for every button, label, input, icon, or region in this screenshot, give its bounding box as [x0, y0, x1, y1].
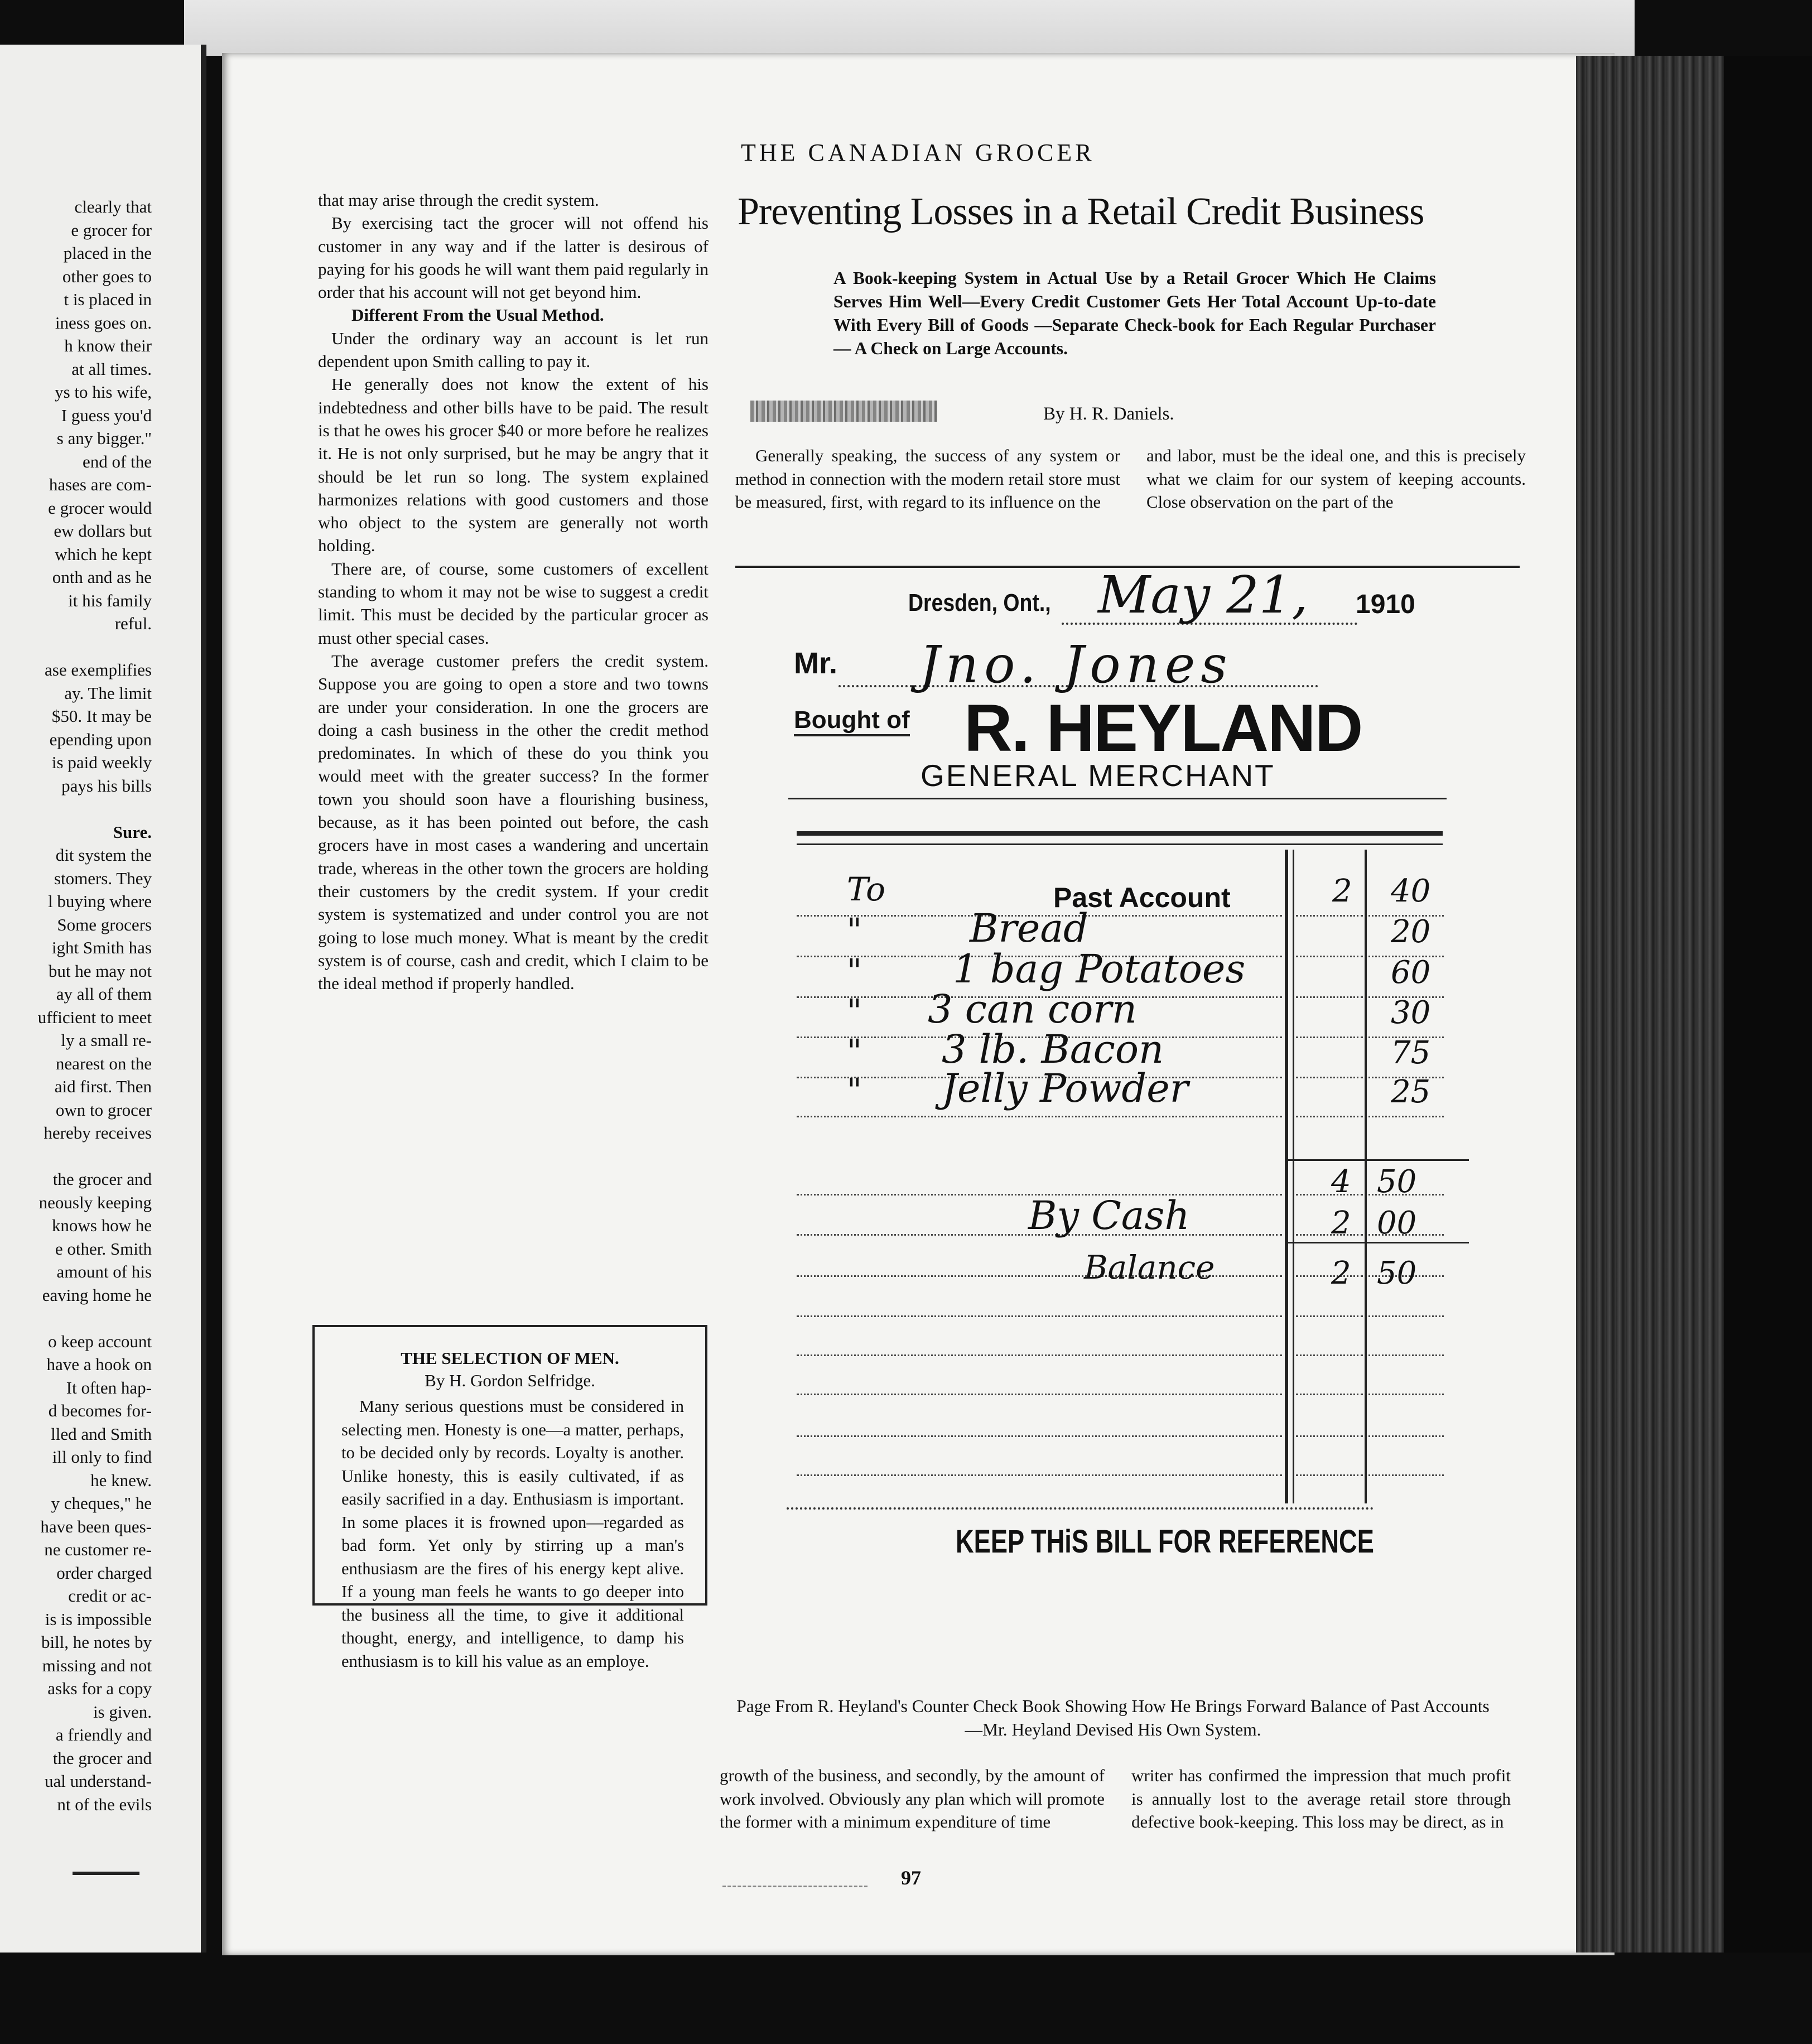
empty-line: [1368, 1388, 1444, 1395]
rule: [797, 831, 1443, 836]
article-byline: By H. R. Daniels.: [1043, 404, 1174, 424]
facing-page-line: hereby receives: [44, 1123, 152, 1142]
row-cents: 75: [1391, 1035, 1431, 1071]
empty-line: [1296, 1349, 1363, 1356]
bill-year: 1910: [1356, 590, 1415, 619]
facing-page-line: is paid weekly: [51, 753, 152, 772]
facing-page-line: nearest on the: [55, 1053, 152, 1073]
facing-page-text: [0, 195, 152, 1816]
facing-page-line: ill only to find: [52, 1447, 152, 1467]
facing-page-line: ay. The limit: [64, 683, 152, 703]
facing-page-line: ay all of them: [56, 984, 152, 1004]
bill-footer: KEEP THiS BILL FOR REFERENCE: [956, 1524, 1374, 1560]
customer-name: Jno. Jones: [919, 635, 1233, 695]
facing-page-rule: [73, 1872, 139, 1875]
facing-page-line: ly a small re-: [61, 1030, 152, 1050]
dollars-line: [1296, 909, 1363, 917]
facing-page-line: own to grocer: [55, 1100, 152, 1120]
total-dollars: 4: [1331, 1164, 1351, 1200]
facing-page-line: asks for a copy: [47, 1679, 152, 1698]
facing-page-line: amount of his: [56, 1262, 152, 1281]
empty-line: [1296, 1310, 1363, 1317]
bill-place: Dresden, Ont.,: [908, 589, 1051, 616]
facing-page-line: e grocer for: [71, 220, 152, 240]
balance-label: Balance: [1084, 1248, 1215, 1286]
facing-page-line: order charged: [56, 1563, 152, 1583]
facing-page-line: the grocer and: [52, 1748, 152, 1768]
paragraph: that may arise through the credit system.: [318, 190, 599, 210]
folio-rule: [722, 1886, 868, 1887]
facing-page-line: iness goes on.: [55, 312, 152, 332]
item-name: 3 lb. Bacon: [942, 1026, 1164, 1072]
facing-page-line: ight Smith has: [51, 938, 152, 957]
cents-line: [1368, 1110, 1444, 1117]
left-column: [318, 189, 709, 995]
column-rule: [1293, 850, 1294, 1503]
page-number: 97: [901, 1867, 921, 1889]
row-prefix: To: [847, 870, 886, 908]
empty-line: [1368, 1469, 1444, 1476]
facing-page-line: y cheques," he: [51, 1493, 152, 1513]
facing-page-line: aid first. Then: [54, 1077, 152, 1096]
row-dollars: 2: [1332, 873, 1352, 909]
facing-page-line: [0, 1307, 152, 1330]
facing-page-line: but he may not: [48, 961, 152, 981]
merchant-name: R. HEYLAND: [964, 691, 1362, 765]
facing-page-line: onth and as he: [52, 567, 152, 587]
bill-bottom-rule: [787, 1507, 1374, 1510]
row-prefix: ": [847, 911, 862, 949]
dollars-line: [1296, 1031, 1363, 1038]
empty-line: [1296, 1270, 1363, 1277]
empty-line: [797, 1349, 1282, 1356]
rule: [797, 843, 1443, 845]
box-body: Many serious questions must be considered in selecting men. Honesty is one—a matter, perhaps, to be decided only by records. Loyalty is another. Unlike honesty, this is easily cultivated, if as easily sacrified in a day. Enthusiasm is important. In some places it is frowned upon—regarded as bad form. Yet only by stirring up a man's enthusiasm are the fires of his energy kept alive. If a young man feels he wants to go deeper into the business all the time, to give it additional thought, energy, and intelligence, to damp his enthusiasm is to kill his value as an employe.: [341, 1397, 684, 1671]
facing-page-line: end of the: [83, 451, 152, 471]
facing-page-line: knows how he: [51, 1216, 152, 1235]
cash-dollars: 2: [1331, 1205, 1351, 1241]
mr-label: Mr.: [794, 647, 838, 680]
sum-rule: [1285, 1242, 1469, 1243]
facing-page-line: neously keeping: [38, 1192, 152, 1212]
row-cents: 25: [1391, 1074, 1431, 1110]
row-prefix: ": [847, 1071, 862, 1109]
item-name: 3 can corn: [928, 986, 1137, 1032]
paragraph: Under the ordinary way an account is let run dependent upon Smith calling to pay it.: [318, 328, 709, 372]
box-title: THE SELECTION OF MEN.: [401, 1348, 619, 1368]
facing-page-line: It often hap-: [66, 1377, 152, 1397]
facing-page-line: o keep account: [48, 1331, 152, 1351]
paragraph: By exercising tact the grocer will not offend his customer in any way and if the latter is desirous of paying for his goods he will want them paid regularly in order that his account will not get beyond him.: [318, 213, 709, 302]
bought-of-label: Bought of: [794, 706, 910, 736]
library-stamp: [750, 401, 937, 422]
facing-page-line: h know their: [64, 336, 152, 355]
paragraph: The average customer prefers the credit system. Suppose you are going to open a store and two towns are under your consideration. In one the grocers are doing a cash business in the other the credit method predominates. In which of these do you think you would meet with the greater success? In the former town you should soon have a flourishing business, because, as it has been pointed out before, the cash grocers have in most cases a wandering and uncertain trade, whereas in the other town the grocers are holding their customers by the credit system. If your credit system is systematized and under control you are not going to lose much money. What is meant by the credit system is of course, cash and credit, which I claim to be the ideal method if properly handled.: [318, 650, 709, 994]
facing-page-line: is given.: [93, 1701, 152, 1722]
paragraph: There are, of course, some customers of excellent standing to whom it may not be wise to suggest a credit limit. This must be decided by the particular grocer as must other special cases.: [318, 558, 709, 648]
empty-line: [797, 1469, 1282, 1476]
facing-page-line: have a hook on: [46, 1354, 152, 1374]
facing-page-line: missing and not: [42, 1655, 152, 1675]
dollars-line: [1296, 950, 1363, 957]
total-cents: 50: [1377, 1164, 1417, 1200]
facing-page-line: it his family: [68, 590, 152, 610]
row-cents: 40: [1391, 873, 1431, 909]
facing-page: [0, 45, 206, 1953]
facing-page-line: at all times.: [71, 359, 152, 379]
sidebar-box: [312, 1325, 707, 1671]
intro-column-1: Generally speaking, the success of any system or method in connection with the modern retail store must be measured, first, with regard to its influence on the: [735, 446, 1120, 512]
row-prefix: ": [847, 1032, 862, 1070]
section-heading: Different From the Usual Method.: [351, 305, 604, 325]
facing-page-line: the grocer and: [52, 1169, 152, 1189]
article-title: Preventing Losses in a Retail Credit Business: [738, 190, 1424, 233]
scan-glare: [184, 0, 1635, 56]
facing-page-line: reful.: [114, 614, 152, 633]
running-head: THE CANADIAN GROCER: [741, 139, 1095, 166]
balance-dollars: 2: [1331, 1255, 1351, 1291]
balance-cents: 50: [1377, 1255, 1417, 1291]
empty-line: [1368, 1430, 1444, 1437]
empty-line: [797, 1388, 1282, 1395]
facing-page-line: t is placed in: [64, 290, 152, 309]
facing-page-line: s any bigger.": [56, 428, 152, 448]
facing-page-line: stomers. They: [54, 868, 152, 888]
empty-line: [1368, 1349, 1444, 1356]
facing-page-line: nt of the evils: [57, 1794, 152, 1814]
dollars-line: [1296, 1110, 1363, 1117]
empty-line: [1296, 1430, 1363, 1437]
facing-page-line: I guess you'd: [61, 405, 152, 425]
dollars-line: [1296, 991, 1363, 998]
facing-page-line: lled and Smith: [51, 1424, 152, 1444]
facing-page-line: [0, 635, 152, 659]
facing-page-line: pays his bills: [61, 775, 152, 796]
bottom-column-1: growth of the business, and secondly, by the amount of work involved. Obviously any plan which will promote the former with a minimum expenditure of time: [720, 1766, 1105, 1831]
bill-caption: Page From R. Heyland's Counter Check Book Showing How He Brings Forward Balance of Past Accounts—Mr. Heyland Devised His Own System.: [736, 1696, 1490, 1739]
facing-page-line: ual understand-: [45, 1771, 152, 1791]
sum-rule: [1285, 1159, 1469, 1161]
facing-page-line: clearly that: [74, 197, 152, 216]
facing-page-line: [0, 1145, 152, 1168]
column-rule: [1365, 850, 1367, 1503]
cash-cents: 00: [1377, 1205, 1417, 1241]
facing-page-line: hases are com-: [49, 475, 152, 494]
facing-page-line: bill, he notes by: [41, 1632, 152, 1652]
facing-page-line: Some grocers: [57, 914, 152, 934]
facing-page-line: l buying where: [48, 891, 152, 911]
cash-label: By Cash: [1028, 1193, 1190, 1238]
facing-page-line: he knew.: [90, 1470, 152, 1490]
facing-page-line: [0, 797, 152, 821]
row-cents: 30: [1391, 995, 1431, 1031]
facing-page-line: epending upon: [49, 729, 152, 749]
bottom-column-2: writer has confirmed the impression that much profit is annually lost to the average retail store through defective book-keeping. This loss may be direct, as in: [1131, 1766, 1511, 1831]
item-name: Jelly Powder: [942, 1066, 1189, 1111]
box-byline: By H. Gordon Selfridge.: [425, 1371, 595, 1390]
bill-date: May 21,: [1098, 565, 1308, 625]
item-name: Past Account: [1053, 882, 1231, 913]
dollars-line: [1296, 1071, 1363, 1078]
column-rule: [1285, 850, 1288, 1503]
item-name: 1 bag Potatoes: [953, 946, 1246, 992]
facing-page-line: have been ques-: [40, 1516, 152, 1536]
facing-page-line: is is impossible: [45, 1609, 152, 1629]
bill-image: [735, 565, 1520, 1661]
facing-page-line: ys to his wife,: [55, 382, 152, 402]
facing-page-line: Sure.: [113, 822, 152, 842]
empty-line: [1296, 1388, 1363, 1395]
facing-page-line: credit or ac-: [68, 1586, 152, 1606]
intro-column-2: and labor, must be the ideal one, and this is precisely what we claim for our system of keeping accounts. Close observation on the part of the: [1146, 446, 1526, 512]
facing-page-line: $50. It may be: [51, 706, 152, 726]
row-prefix: ": [847, 992, 862, 1030]
row-prefix: ": [847, 952, 862, 990]
empty-line: [1368, 1310, 1444, 1317]
facing-page-line: d becomes for-: [48, 1401, 152, 1420]
article-subhead: A Book-keeping System in Actual Use by a Retail Grocer Which He Claims Serves Him Well—Every Credit Customer Gets Her Total Account Up-to-date With Every Bill of Goods —Separate Check-book for Each Regular Purchaser — A Check on Large Accounts.: [833, 268, 1436, 358]
facing-page-line: which he kept: [55, 544, 152, 564]
facing-page-line: e grocer would: [48, 498, 152, 518]
paragraph: He generally does not know the extent of his indebtedness and other bills have to be paid. The result is that he owes his grocer $40 or more before he realizes it. He is not only surprised, but he may be angry that it should be let run so long. The system explained harmonizes relations with good customers and those who object to the system are generally not worth holding.: [318, 374, 709, 556]
facing-page-line: dit system the: [55, 845, 152, 865]
facing-page-line: e other. Smith: [55, 1238, 152, 1259]
facing-page-line: ase exemplifies: [45, 660, 152, 679]
facing-page-line: ne customer re-: [44, 1540, 152, 1559]
row-cents: 20: [1391, 914, 1431, 950]
row-cents: 60: [1391, 954, 1431, 991]
empty-line: [1296, 1188, 1363, 1195]
merchant-title: GENERAL MERCHANT: [921, 758, 1275, 793]
empty-line: [1296, 1228, 1363, 1236]
rule: [788, 798, 1447, 799]
item-name: Bread: [970, 905, 1088, 951]
empty-line: [1296, 1469, 1363, 1476]
facing-page-line: placed in the: [63, 243, 152, 263]
empty-line: [797, 1430, 1282, 1437]
facing-page-line: ufficient to meet: [37, 1007, 152, 1027]
book-edge: [1724, 56, 1812, 1953]
facing-page-line: ew dollars but: [54, 521, 152, 541]
facing-page-line: other goes to: [62, 266, 152, 286]
facing-page-line: a friendly and: [55, 1725, 152, 1744]
facing-page-line: eaving home he: [42, 1285, 152, 1305]
empty-line: [797, 1310, 1282, 1317]
